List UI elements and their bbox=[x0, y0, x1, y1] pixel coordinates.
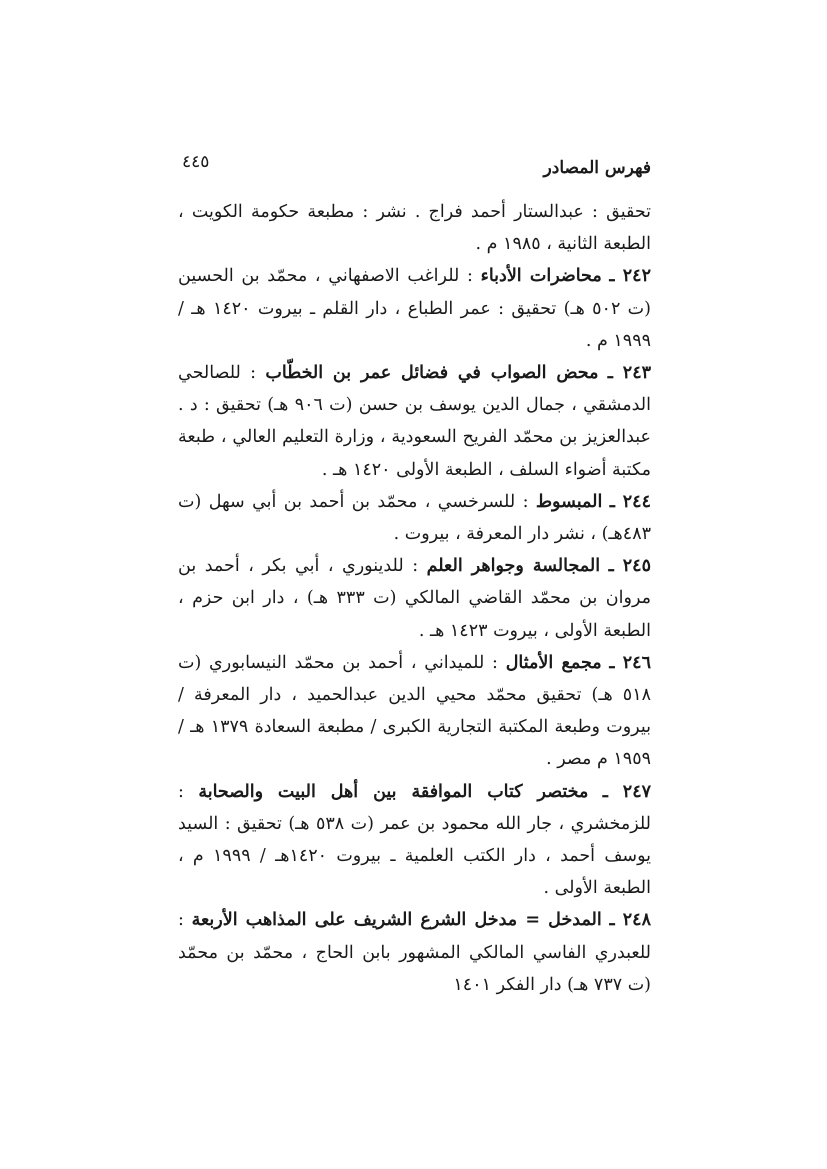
entry-246 bbox=[178, 647, 651, 776]
entry-continuation bbox=[178, 196, 651, 260]
entry-number: ٢٤٣ ـ bbox=[607, 363, 651, 384]
entry-number: ٢٤٦ ـ bbox=[609, 652, 651, 673]
entry-242 bbox=[178, 260, 651, 357]
entry-title: المجالسة وجواهر العلم bbox=[426, 556, 601, 577]
page-number: ٤٤٥ bbox=[182, 152, 210, 172]
entry-text: : للراغب الاصفهاني ، محمّد بن الحسين (ت ٥٠٢ هـ) تحقيق : عمر الطباع ، دار القلم ـ بيروت ١٤٢٠ هـ / ١٩٩٩ م . bbox=[178, 266, 651, 351]
entry-text: : للصالحي الدمشقي ، جمال الدين يوسف بن حسن (ت ٩٠٦ هـ) تحقيق : د . عبدالعزيز بن محمّد الفريح السعودية ، وزارة التعليم العالي ، طبعة مكتبة أضواء السلف ، الطبعة الأولى ١٤٢٠ هـ . bbox=[178, 363, 651, 480]
entry-245 bbox=[178, 550, 651, 647]
running-title: فهرس المصادر bbox=[543, 158, 651, 178]
entry-text: : للعبدري الفاسي المالكي المشهور بابن الحاج ، محمّد بن محمّد (ت ٧٣٧ هـ) دار الفكر ١٤٠١ bbox=[178, 910, 651, 995]
entry-number: ٢٤٢ ـ bbox=[609, 266, 651, 287]
entry-title: محاضرات الأدباء bbox=[480, 266, 602, 287]
entry-248 bbox=[178, 904, 651, 1001]
entry-number: ٢٤٥ ـ bbox=[608, 556, 651, 577]
entry-title: محض الصواب في فضائل عمر بن الخطّاب bbox=[265, 363, 599, 384]
entry-title: مجمع الأمثال bbox=[505, 652, 602, 673]
entry-title: مختصر كتاب الموافقة بين أهل البيت والصحابة bbox=[198, 781, 589, 802]
page-header bbox=[178, 150, 651, 180]
entry-number: ٢٤٤ ـ bbox=[609, 491, 651, 512]
entry-number: ٢٤٧ ـ bbox=[602, 781, 651, 802]
entry-text: : للسرخسي ، محمّد بن أحمد بن أبي سهل (ت ٤٨٣هـ) ، نشر دار المعرفة ، بيروت . bbox=[178, 491, 651, 545]
entry-244 bbox=[178, 486, 651, 550]
entry-title: المبسوط bbox=[535, 491, 603, 512]
entry-text: تحقيق : عبدالستار أحمد فراج . نشر : مطبعة حكومة الكويت ، الطبعة الثانية ، ١٩٨٥ م . bbox=[178, 202, 651, 255]
entry-243 bbox=[178, 357, 651, 486]
entry-text: : للدينوري ، أبي بكر ، أحمد بن مروان بن محمّد القاضي المالكي (ت ٣٣٣ هـ) ، دار ابن حزم ، الطبعة الأولى ، بيروت ١٤٢٣ هـ . bbox=[178, 556, 651, 641]
entry-number: ٢٤٨ ـ bbox=[609, 910, 651, 931]
entry-text: : للزمخشري ، جار الله محمود بن عمر (ت ٥٣٨ هـ) تحقيق : السيد يوسف أحمد ، دار الكتب العلمية ـ بيروت ١٤٢٠هـ / ١٩٩٩ م ، الطبعة الأولى . bbox=[178, 781, 652, 899]
entry-247 bbox=[178, 776, 651, 905]
entry-title: المدخل = مدخل الشرع الشريف على المذاهب الأربعة bbox=[191, 910, 602, 931]
bibliography-list bbox=[178, 196, 651, 1001]
entry-text: : للميداني ، أحمد بن محمّد النيسابوري (ت ٥١٨ هـ) تحقيق محمّد محيي الدين عبدالحميد ، دار المعرفة / بيروت وطبعة المكتبة التجارية الكبرى / مطبعة السعادة ١٣٧٩ هـ / ١٩٥٩ م مصر . bbox=[178, 652, 651, 770]
